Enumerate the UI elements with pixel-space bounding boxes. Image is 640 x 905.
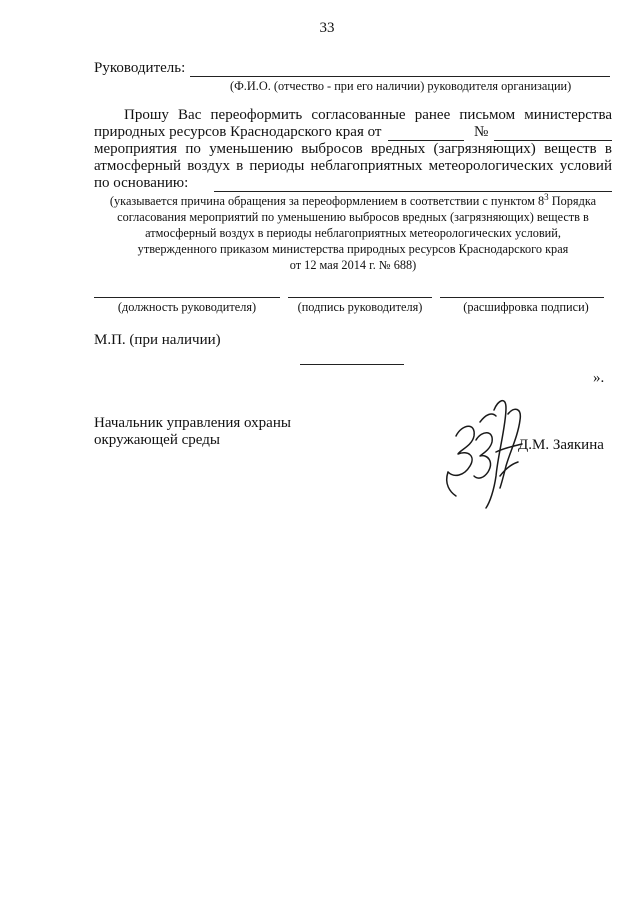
request-line-3: мероприятия по уменьшению выбросов вредных (загрязняющих) веществ в [94,141,612,157]
signature-line [288,297,432,298]
signature-caption: (подпись руководителя) [297,300,423,314]
decoding-line [440,297,604,298]
instruction-line-1 [94,194,612,209]
request-line-1: Прошу Вас переоформить согласованные ранее письмом министерства [124,107,612,123]
decoding-caption: (расшифровка подписи) [463,300,589,314]
page-number: 33 [319,20,335,36]
instruction-line-4: утвержденного приказом министерства природных ресурсов Краснодарского края [137,242,569,256]
head-caption: (Ф.И.О. (отчество - при его наличии) руководителя организации) [230,79,572,93]
footer-name: Д.М. Заякина [518,437,604,453]
instruction-superscript: 3 [544,192,549,202]
request-line-2-text: природных ресурсов Краснодарского края от [94,124,382,140]
head-fill-line [190,76,610,77]
footer-title-line-1: Начальник управления охраны [94,415,291,431]
instruction-line-5: от 12 мая 2014 г. № 688) [289,258,417,272]
handwritten-signature [436,392,528,510]
position-line [94,297,280,298]
date-line [300,364,404,365]
request-line-4: атмосферный воздух в периоды неблагоприятных метеорологических условий [94,158,612,174]
closing-quote: ». [593,370,605,386]
instruction-line-1-text: (указывается причина обращения за переоформлением в соответствии с пунктом 8 [109,194,545,208]
request-line-5: по основанию: [94,175,189,191]
number-sign: № [474,124,489,140]
basis-fill-line [214,191,612,192]
stamp-label: М.П. (при наличии) [94,332,221,348]
position-caption: (должность руководителя) [117,300,257,314]
head-label: Руководитель: [94,60,186,76]
instruction-line-1-end: Порядка [548,194,597,208]
instruction-line-2: согласования мероприятий по уменьшению выбросов вредных (загрязняющих) веществ в [117,210,589,224]
instruction-line-3: атмосферный воздух в периоды неблагоприятных метеорологических условий, [145,226,561,240]
footer-title-line-2: окружающей среды [94,432,220,448]
